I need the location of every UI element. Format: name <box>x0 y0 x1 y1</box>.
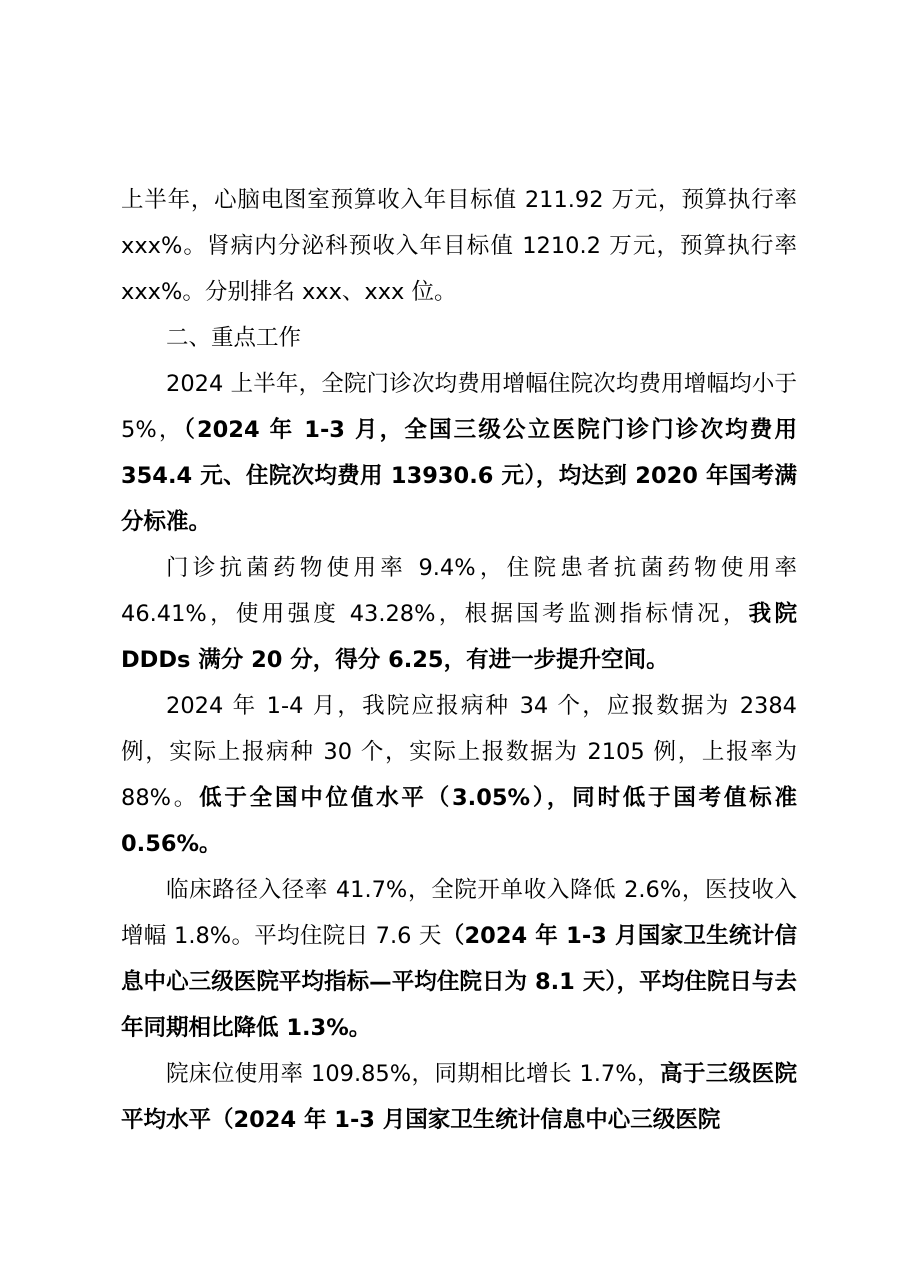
bold-text-run: （2024 年 1-3 月，全国三级公立医院门诊门诊次均费用 354.4 元、住院次均费用 13930.6 元），均达到 2020 年国考满分标准。 <box>121 417 797 535</box>
text-run: 门诊抗菌药物使用率 9.4%，住院患者抗菌药物使用率 46.41%，使用强度 43.28%，根据国考监测指标情况， <box>121 555 797 627</box>
paragraph-budget-summary <box>121 177 797 315</box>
bold-text-run: 低于全国中位值水平（3.05%），同时低于国考值标准 0.56%。 <box>121 785 797 857</box>
text-run: 二、重点工作 <box>166 325 302 351</box>
text-run: 2024 上半年，全院门诊次均费用增幅住院次均费用增幅均小于 5%， <box>121 371 797 443</box>
paragraph-disease-reporting <box>121 683 797 867</box>
text-run: 临床路径入径率 41.7%，全院开单收入降低 2.6%，医技收入增幅 1.8%。平均住院日 7.6 天 <box>121 877 797 949</box>
bold-text-run: 高于三级医院平均水平（2024 年 1-3 月国家卫生统计信息中心三级医院 <box>121 1061 797 1133</box>
paragraph-outpatient-cost <box>121 361 797 545</box>
text-run: 院床位使用率 109.85%，同期相比增长 1.7%， <box>166 1061 660 1087</box>
text-run: 上半年，心脑电图室预算收入年目标值 211.92 万元，预算执行率 xxx%。肾病内分泌科预收入年目标值 1210.2 万元，预算执行率 xxx%。分别排名 xxx、xxx 位。 <box>121 187 797 305</box>
bold-text-run: 我院 DDDs 满分 20 分，得分 6.25，有进一步提升空间。 <box>121 601 797 673</box>
paragraph-clinical-pathway <box>121 867 797 1051</box>
paragraph-antibiotics <box>121 545 797 683</box>
document-body <box>121 177 797 1143</box>
text-run: 2024 年 1-4 月，我院应报病种 34 个，应报数据为 2384 例，实际上报病种 30 个，实际上报数据为 2105 例，上报率为 88%。 <box>121 693 797 811</box>
paragraph-bed-usage <box>121 1051 797 1143</box>
section-heading-key-work <box>121 315 797 361</box>
bold-text-run: （2024 年 1-3 月国家卫生统计信息中心三级医院平均指标—平均住院日为 8.1 天），平均住院日与去年同期相比降低 1.3%。 <box>121 923 798 1041</box>
